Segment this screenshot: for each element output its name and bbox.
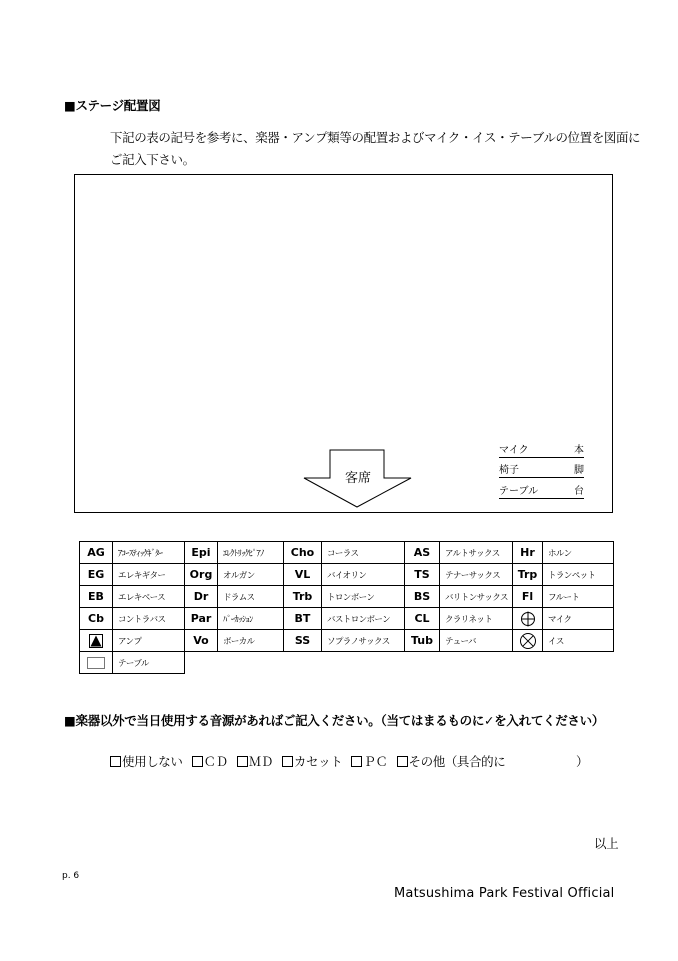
- chair-count-label: 椅子: [499, 465, 519, 476]
- sound-section-title: ■楽器以外で当日使用する音源があればご記入ください。（当てはまるものに✓を入れてください）: [64, 713, 605, 728]
- legend-name: ドラムス: [218, 586, 284, 608]
- legend-name: ボーカル: [218, 630, 284, 652]
- legend-code: CL: [405, 608, 440, 630]
- legend-name: アルトサックス: [440, 542, 513, 564]
- option-label: ＣＤ: [203, 754, 228, 769]
- checkbox-icon[interactable]: [237, 756, 248, 767]
- legend-code: Trp: [513, 564, 543, 586]
- legend-row: [80, 630, 614, 652]
- checkbox-icon[interactable]: [110, 756, 121, 767]
- symbol-legend-table: [79, 541, 614, 674]
- amp-symbol-cell: [80, 630, 113, 652]
- legend-name: テューバ: [440, 630, 513, 652]
- legend-code: Hr: [513, 542, 543, 564]
- legend-row: [80, 652, 614, 674]
- option-label: ＭＤ: [248, 754, 273, 769]
- close-paren: ）: [576, 754, 589, 769]
- legend-code: VL: [284, 564, 322, 586]
- stage-instruction-line1: 下記の表の記号を参考に、楽器・アンプ類等の配置およびマイク・イス・テーブルの位置を図面に: [110, 130, 641, 145]
- legend-row: [80, 586, 614, 608]
- option-md[interactable]: [237, 752, 273, 770]
- legend-row: [80, 564, 614, 586]
- option-cassette[interactable]: [282, 752, 342, 770]
- legend-code: Fl: [513, 586, 543, 608]
- stage-instruction-line2: ご記入下さい。: [110, 152, 195, 167]
- legend-code: Tub: [405, 630, 440, 652]
- legend-row: [80, 542, 614, 564]
- legend-code: EB: [80, 586, 113, 608]
- legend-name: ホルン: [543, 542, 614, 564]
- mic-count-unit: 本: [574, 445, 584, 456]
- legend-code: Trb: [284, 586, 322, 608]
- legend-code: SS: [284, 630, 322, 652]
- mic-symbol-cell: [513, 608, 543, 630]
- option-label: カセット: [293, 754, 343, 769]
- legend-code: Par: [185, 608, 218, 630]
- other-source-input[interactable]: [487, 750, 575, 766]
- footer-organization: Matsushima Park Festival Official: [394, 886, 615, 901]
- legend-code: BT: [284, 608, 322, 630]
- legend-name: アンプ: [113, 630, 185, 652]
- legend-code: Org: [185, 564, 218, 586]
- legend-name: ﾊﾟｰｶｯｼｮﾝ: [218, 608, 284, 630]
- chair-symbol-cell: [513, 630, 543, 652]
- mic-symbol-icon: [520, 611, 536, 627]
- legend-code: BS: [405, 586, 440, 608]
- legend-name: コントラバス: [113, 608, 185, 630]
- audience-label: 客席: [344, 471, 371, 486]
- legend-name: トランペット: [543, 564, 614, 586]
- closing-text: 以上: [594, 836, 619, 851]
- legend-name: バリトンサックス: [440, 586, 513, 608]
- option-label: その他（具合的に: [408, 754, 506, 769]
- option-label: ＰＣ: [363, 754, 388, 769]
- legend-code: AS: [405, 542, 440, 564]
- chair-symbol-icon: [519, 632, 537, 650]
- table-symbol-icon: [87, 657, 105, 669]
- sound-options-row: [110, 752, 505, 770]
- mic-count-label: マイク: [499, 445, 529, 456]
- legend-name: バイオリン: [322, 564, 405, 586]
- legend-name: ソプラノサックス: [322, 630, 405, 652]
- legend-code: Epi: [185, 542, 218, 564]
- option-pc[interactable]: [351, 752, 387, 770]
- legend-name: コーラス: [322, 542, 405, 564]
- stage-section-title: ■ステージ配置図: [64, 98, 161, 113]
- legend-name: トロンボーン: [322, 586, 405, 608]
- legend-code: AG: [80, 542, 113, 564]
- chair-count-unit: 脚: [574, 465, 584, 476]
- legend-code: Vo: [185, 630, 218, 652]
- legend-name: マイク: [543, 608, 614, 630]
- mic-count-field[interactable]: [499, 445, 584, 458]
- checkbox-icon[interactable]: [282, 756, 293, 767]
- checkbox-icon[interactable]: [351, 756, 362, 767]
- legend-code: Cb: [80, 608, 113, 630]
- page-number: p. 6: [62, 871, 80, 881]
- legend-name: ｱｺｰｽﾃｨｯｸｷﾞﾀｰ: [113, 542, 185, 564]
- legend-code: Cho: [284, 542, 322, 564]
- legend-name: バストロンボーン: [322, 608, 405, 630]
- legend-name: ｴﾚｸﾄﾘｯｸﾋﾟｱﾉ: [218, 542, 284, 564]
- option-cd[interactable]: [192, 752, 228, 770]
- checkbox-icon[interactable]: [397, 756, 408, 767]
- amp-symbol-icon: [89, 634, 103, 648]
- legend-code: TS: [405, 564, 440, 586]
- legend-name: テナーサックス: [440, 564, 513, 586]
- table-count-label: テーブル: [499, 486, 539, 497]
- option-not-used[interactable]: [110, 752, 183, 770]
- legend-name: イス: [543, 630, 614, 652]
- legend-row: [80, 608, 614, 630]
- chair-count-field[interactable]: [499, 465, 584, 478]
- table-count-unit: 台: [574, 486, 584, 497]
- legend-name: エレキベース: [113, 586, 185, 608]
- table-symbol-cell: [80, 652, 113, 674]
- legend-name: フルート: [543, 586, 614, 608]
- legend-name: テーブル: [113, 652, 185, 674]
- legend-name: エレキギター: [113, 564, 185, 586]
- option-label: 使用しない: [122, 754, 183, 769]
- legend-code: EG: [80, 564, 113, 586]
- legend-name: クラリネット: [440, 608, 513, 630]
- legend-code: Dr: [185, 586, 218, 608]
- checkbox-icon[interactable]: [192, 756, 203, 767]
- table-count-field[interactable]: [499, 486, 584, 499]
- legend-name: オルガン: [218, 564, 284, 586]
